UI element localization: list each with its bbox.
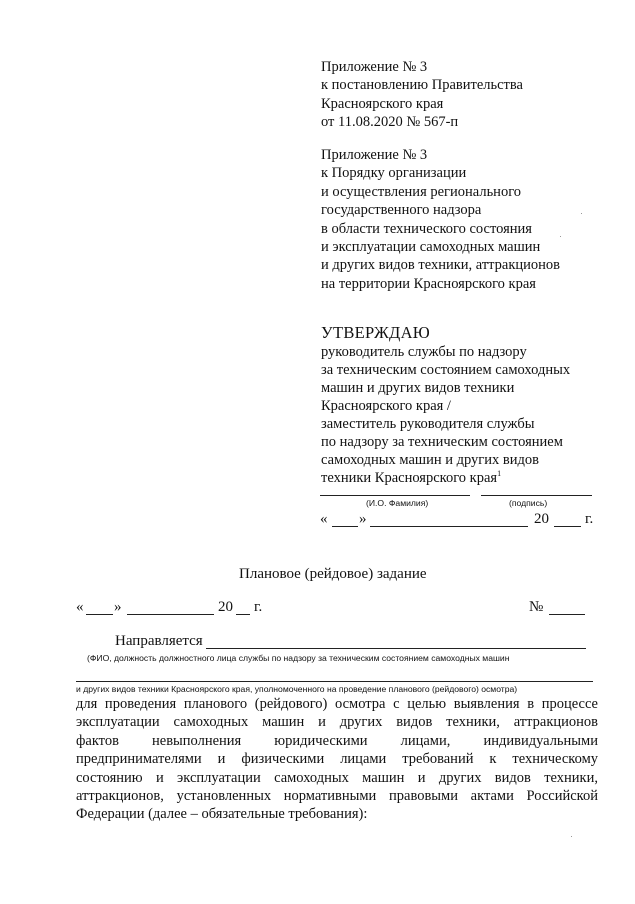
appendix-line: и других видов техники, аттракционов	[321, 257, 561, 274]
year-suffix: г.	[254, 599, 263, 615]
directed-caption-2: и других видов техники Красноярского края, уполномоченного на проведение планового (рейдового) осмотра)	[76, 684, 518, 694]
scan-speck	[571, 836, 572, 837]
approval-line: техники Красноярского края	[321, 470, 498, 486]
year-prefix: 20	[218, 599, 233, 615]
appendix-line: государственного надзора	[321, 202, 482, 219]
body-line: для проведения планового (рейдового) осмотра с целью выявления в процессе	[76, 696, 598, 712]
appendix-line: и осуществления регионального	[321, 183, 522, 200]
body-line-facts	[76, 732, 598, 750]
approval-date-open-quote: «	[320, 511, 328, 527]
body-line: эксплуатации самоходных машин и других видов техники, аттракционов	[76, 714, 598, 731]
approval-line: по надзору за техническим состоянием	[321, 434, 563, 450]
word: индивидуальными	[483, 732, 598, 749]
body-line: предпринимателями и физическими лицами требований к техническому	[76, 751, 598, 768]
appendix-line: к Порядку организации	[321, 165, 467, 182]
approval-month-line	[370, 526, 528, 527]
body-line: Федерации (далее – обязательные требования):	[76, 806, 368, 823]
directed-caption-1: (ФИО, должность должностного лица службы по надзору за техническим состоянием самоходных машин	[87, 653, 510, 663]
appendix-line: от 11.08.2020 № 567-п	[321, 114, 459, 131]
approval-year-line	[554, 526, 581, 527]
fio-line	[320, 495, 470, 496]
body-line: состоянию и эксплуатации самоходных машин и других видов техники,	[76, 769, 598, 786]
number-line	[549, 614, 585, 615]
word: юридическими	[274, 732, 368, 749]
body-paragraph	[76, 695, 598, 824]
number-sign: №	[529, 599, 544, 615]
approval-line: руководитель службы по надзору	[321, 344, 527, 360]
approval-line: Красноярского края /	[321, 398, 451, 414]
day-line	[86, 614, 113, 615]
directed-label: Направляется	[115, 633, 203, 649]
footnote-mark: 1	[497, 469, 502, 479]
approval-year-suffix: г.	[585, 511, 594, 527]
approval-date-close-quote: »	[359, 511, 367, 527]
signature-line	[481, 495, 592, 496]
directed-line-2	[76, 681, 593, 682]
appendix-line: Приложение № 3	[321, 147, 428, 163]
appendix-line: и эксплуатации самоходных машин	[321, 239, 541, 256]
approval-heading: УТВЕРЖДАЮ	[321, 323, 431, 342]
appendix-line: в области технического состояния	[321, 220, 532, 237]
approval-line: машин и других видов техники	[321, 380, 515, 396]
fio-caption: (И.О. Фамилия)	[366, 498, 429, 508]
scan-speck	[560, 236, 561, 237]
signature-caption: (подпись)	[509, 498, 548, 508]
appendix-to-procedure	[321, 146, 560, 293]
word: лицами,	[400, 732, 451, 749]
directed-line	[206, 648, 586, 649]
approval-line: самоходных машин и других видов	[321, 452, 539, 468]
appendix-line: к постановлению Правительства	[321, 77, 523, 94]
approval-year-prefix: 20	[534, 511, 549, 527]
appendix-line: Красноярского края	[321, 95, 444, 112]
appendix-to-resolution	[321, 58, 523, 132]
approval-line: за техническим состоянием самоходных	[321, 362, 571, 378]
word: невыполнения	[152, 732, 242, 749]
scan-speck	[581, 213, 582, 214]
date-open-quote: «	[76, 599, 84, 615]
appendix-line: Приложение № 3	[321, 59, 428, 75]
body-line: аттракционов, установленных нормативными правовыми актами Российской	[76, 788, 598, 805]
approval-block	[321, 322, 570, 487]
year-line	[236, 614, 250, 615]
month-line	[127, 614, 214, 615]
approval-last-line	[321, 469, 570, 487]
approval-day-line	[332, 526, 358, 527]
word: фактов	[76, 732, 119, 749]
approval-line: заместитель руководителя службы	[321, 416, 535, 432]
date-close-quote: »	[114, 599, 122, 615]
appendix-line: на территории Красноярского края	[321, 275, 536, 292]
document-title: Плановое (рейдовое) задание	[239, 566, 427, 582]
